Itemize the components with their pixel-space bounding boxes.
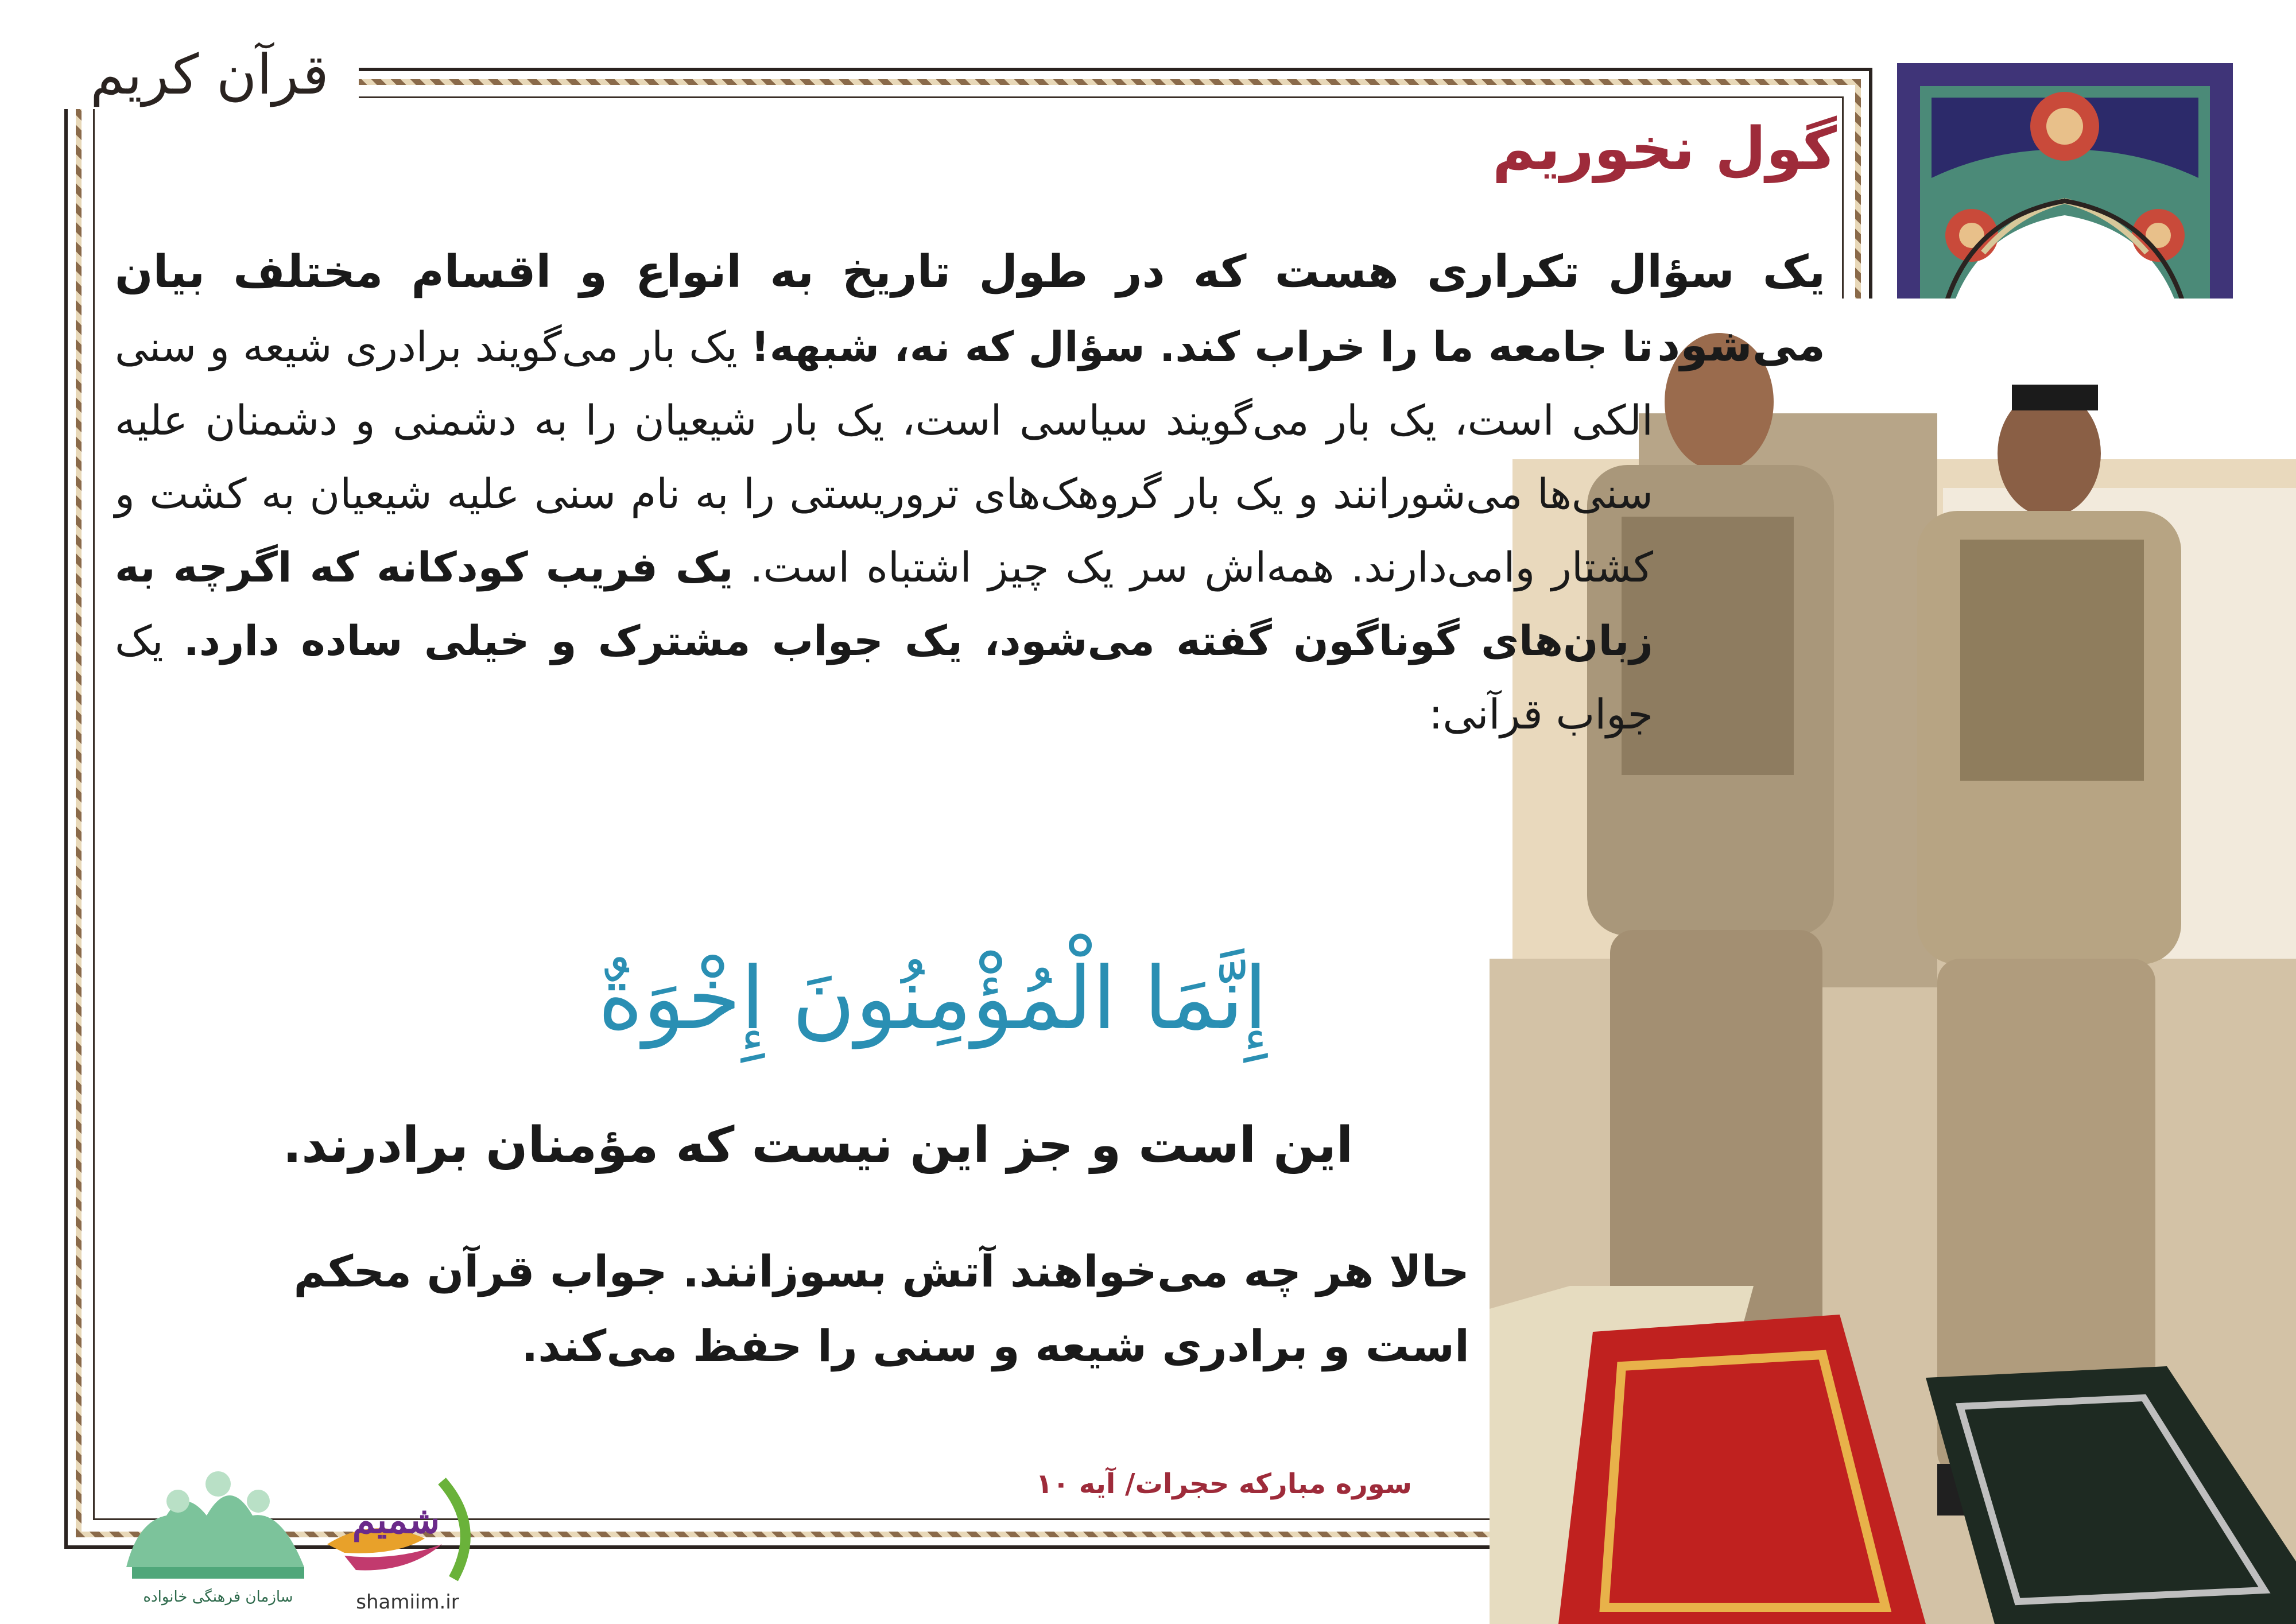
main-text-a: یک بار می‌گویند برادری شیعه و سنی الکی است، یک بار می‌گویند سیاسی است، یک بار شیعیان را به دشمنی و دشمنان علیه سنی‌ها می‌شورانند و یک بار گروهک‌های تروریستی را به نام سنی علیه شیعیان به کشت و کشتار وامی‌دارند. همه‌اش سر یک چیز اشتباه است.	[115, 323, 1653, 591]
verse-translation: این است و جز این نیست که مؤمنان برادرند.	[282, 1117, 1353, 1174]
shamiim-wordmark: شمیم	[352, 1499, 440, 1542]
paragraph-closing: حالا هر چه می‌خواهند آتش بسوزانند. جواب قرآن محکم است و برادری شیعه و سنی را حفظ می‌کند.	[293, 1246, 1469, 1371]
quran-verse: إِنَّمَا الْمُؤْمِنُونَ إِخْوَةٌ	[598, 949, 1268, 1049]
main-bold-b: یک فریب کودکانه که اگرچه به زبان‌های گوناگون گفته می‌شود، یک جواب مشترک و خیلی ساده دارد.	[115, 543, 1653, 665]
shamiim-url: shamiim.ir	[356, 1591, 459, 1614]
corner-title: قرآن کریم	[60, 40, 359, 109]
shamiim-logo	[310, 1458, 505, 1619]
verse-reference: سوره مبارکه حجرات/ آیه ۱۰	[1035, 1468, 1412, 1500]
page-heading: گول نخوریم	[1492, 115, 1837, 183]
main-bold-a: تا جامعه ما را خراب کند. سؤال که نه، شبهه!	[750, 323, 1653, 371]
family-organization-name: سازمان فرهنگی خانواده	[143, 1588, 293, 1606]
paragraph-main	[115, 310, 1653, 751]
main-text-b: یک جواب قرآنی:	[115, 617, 1653, 738]
paragraph-intro: یک سؤال تکراری هست که در طول تاریخ به انواع و اقسام مختلف بیان می‌شود	[115, 246, 1825, 371]
family-organization-logo	[115, 1452, 321, 1613]
